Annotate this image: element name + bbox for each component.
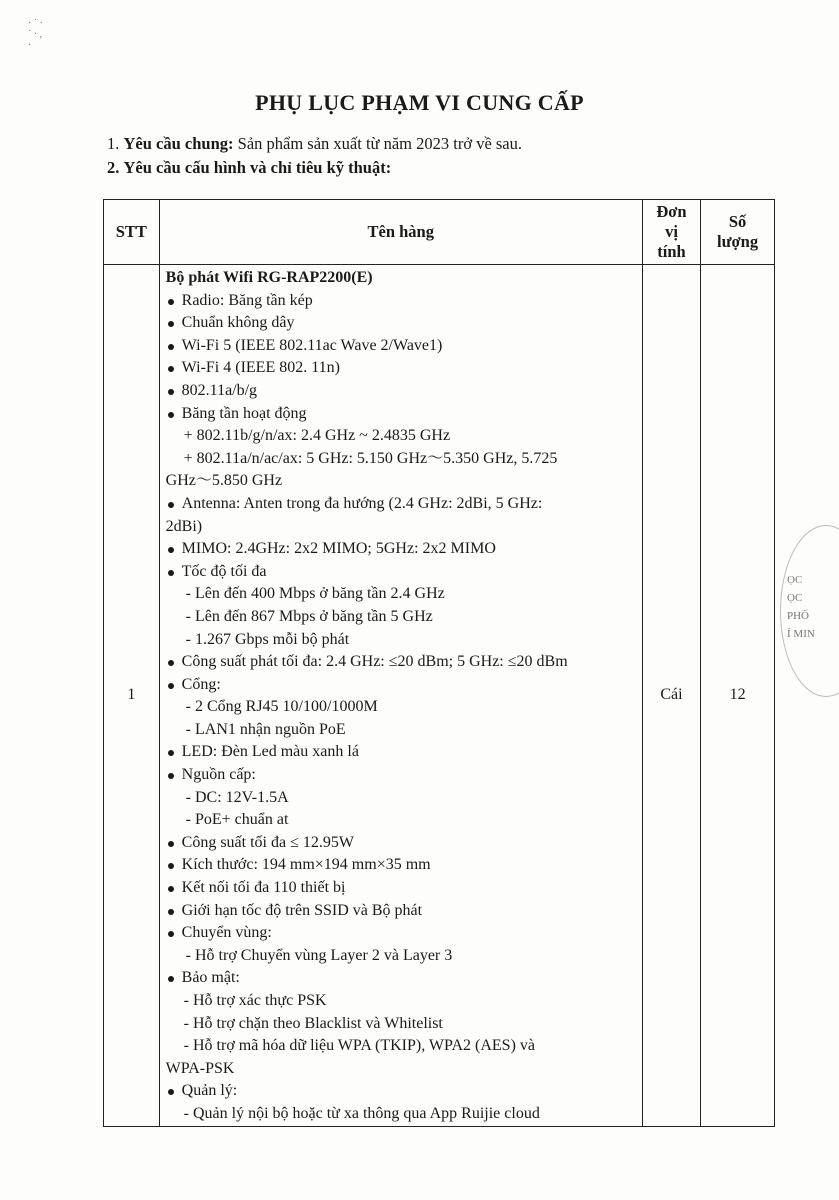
header-name: Tên hàng (159, 200, 642, 265)
spec-line: Chuyển vùng: (166, 922, 636, 945)
requirement-general-label: Yêu cầu chung: (123, 134, 234, 153)
spec-line: Cổng: (166, 674, 636, 697)
spec-subline: - PoE+ chuẩn at (185, 811, 289, 829)
spec-subline: + 802.11b/g/n/ax: 2.4 GHz ~ 2.4835 GHz (183, 427, 451, 445)
spec-subline: - LAN1 nhận nguồn PoE (185, 720, 346, 738)
spec-subline: + 802.11a/n/ac/ax: 5 GHz: 5.150 GHz～5.350 GHz, 5.725 (183, 449, 558, 467)
header-qty (701, 200, 775, 265)
requirement-general (107, 133, 522, 155)
cell-qty: 12 (701, 265, 775, 1127)
cell-description (159, 265, 642, 1127)
spec-line: Bảo mật: (166, 967, 636, 990)
page-title: PHỤ LỤC PHẠM VI CUNG CẤP (255, 90, 584, 115)
spec-subline: - Hỗ trợ Chuyển vùng Layer 2 và Layer 3 (185, 946, 453, 964)
header-qty-line-2: lượng (717, 232, 759, 251)
spec-line: Radio: Băng tần kép (166, 290, 636, 313)
spec-line: Wi-Fi 4 (IEEE 802. 11n) (166, 357, 636, 380)
spec-subline: - 1.267 Gbps mỗi bộ phát (185, 630, 350, 648)
cell-stt: 1 (104, 265, 160, 1127)
spec-line: Chuẩn không dây (166, 312, 636, 335)
table-header-row (104, 200, 775, 265)
spec-line: Nguồn cấp: (166, 764, 636, 787)
stamp-text: ỌC (787, 574, 803, 586)
spec-subline: - Hỗ trợ mã hóa dữ liệu WPA (TKIP), WPA2 (AES) và (183, 1037, 535, 1055)
requirement-general-number: 1. (107, 134, 120, 153)
spec-line: Kích thước: 194 mm×194 mm×35 mm (166, 854, 636, 877)
spec-subline: - Lên đến 867 Mbps ở băng tần 5 GHz (185, 607, 433, 625)
header-stt: STT (104, 200, 160, 265)
cell-unit: Cái (642, 265, 700, 1127)
spec-subline: - DC: 12V-1.5A (185, 788, 289, 806)
header-unit (642, 200, 700, 265)
spec-line: Tốc độ tối đa (166, 561, 636, 584)
spec-line: MIMO: 2.4GHz: 2x2 MIMO; 5GHz: 2x2 MIMO (166, 538, 636, 561)
header-qty-line-1: Số (728, 212, 747, 231)
header-unit-line-3: tính (657, 242, 686, 261)
spec-line: Quản lý: (166, 1080, 636, 1103)
spec-line: Công suất tối đa ≤ 12.95W (166, 832, 636, 855)
spec-line: Công suất phát tối đa: 2.4 GHz: ≤20 dBm; 5 GHz: ≤20 dBm (166, 651, 636, 674)
spec-line: LED: Đèn Led màu xanh lá (166, 741, 636, 764)
stamp-text: ỌC (787, 592, 803, 604)
partial-seal-stamp (780, 525, 839, 697)
spec-line: 802.11a/b/g (166, 380, 636, 403)
spec-line: Giới hạn tốc độ trên SSID và Bộ phát (166, 900, 636, 923)
spec-subline: - Quản lý nội bộ hoặc từ xa thông qua App Ruijie cloud (183, 1104, 540, 1122)
requirement-spec-number: 2. (107, 158, 120, 177)
requirement-spec (107, 157, 391, 179)
spec-subline: - Lên đến 400 Mbps ở băng tần 2.4 GHz (185, 585, 445, 603)
header-unit-line-2: vị (665, 222, 678, 241)
spec-continuation: WPA-PSK (165, 1059, 235, 1077)
spec-line: Antenna: Anten trong đa hướng (2.4 GHz: 2dBi, 5 GHz: (166, 493, 636, 516)
product-name: Bộ phát Wifi RG-RAP2200(E) (165, 269, 373, 286)
requirement-spec-label: Yêu cầu cấu hình và chỉ tiêu kỹ thuật: (123, 158, 392, 177)
stamp-text: Í MIN (787, 628, 815, 640)
spec-subline: - Hỗ trợ xác thực PSK (183, 992, 327, 1009)
stamp-text: PHỐ (787, 610, 810, 622)
spec-line: Băng tần hoạt động (166, 403, 636, 426)
scan-specks: · ˙ · ˙ · , · (28, 18, 43, 51)
header-unit-line-1: Đơn (656, 202, 687, 221)
spec-line: Wi-Fi 5 (IEEE 802.11ac Wave 2/Wave1) (166, 335, 636, 358)
spec-subline: - Hỗ trợ chặn theo Blacklist và Whitelist (183, 1014, 443, 1032)
spec-subline: - 2 Cổng RJ45 10/100/1000M (185, 698, 378, 716)
spec-line: Kết nối tối đa 110 thiết bị (166, 877, 636, 900)
requirement-general-text: Sản phẩm sản xuất từ năm 2023 trở về sau. (233, 134, 523, 153)
scope-table (103, 199, 775, 1127)
spec-continuation: 2dBi) (165, 517, 203, 535)
table-row (104, 265, 775, 1127)
spec-continuation: GHz～5.850 GHz (165, 472, 283, 490)
